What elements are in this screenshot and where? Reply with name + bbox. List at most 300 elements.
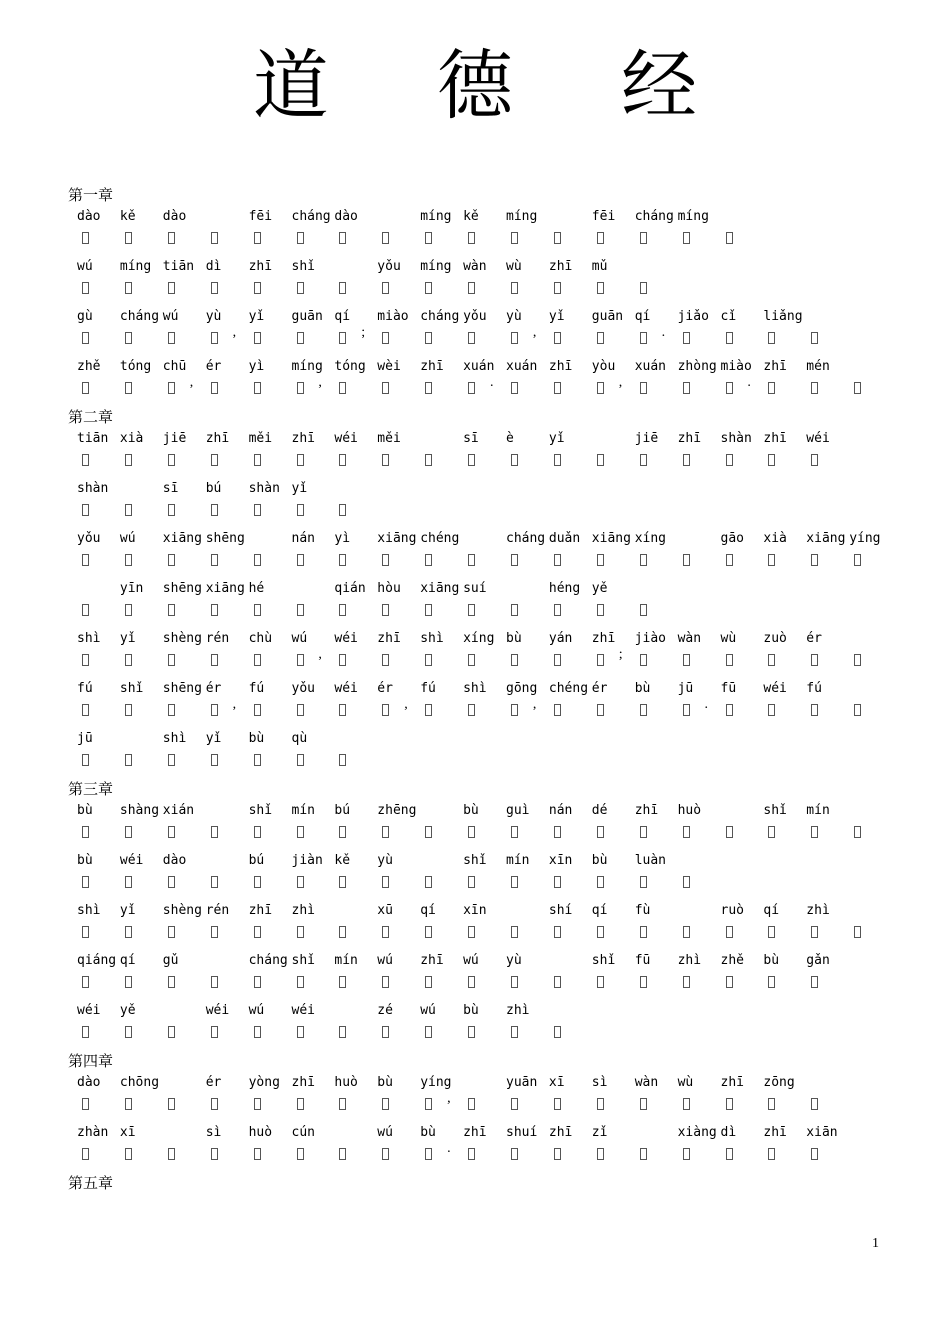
missing-glyph-box: [339, 382, 346, 394]
pinyin-syllable: bù: [77, 803, 93, 818]
missing-glyph-box: [768, 554, 775, 566]
pinyin-syllable: yǐ: [119, 903, 136, 918]
pinyin-syllable: xuán: [463, 359, 495, 374]
missing-glyph-box: [811, 654, 818, 666]
pinyin-syllable: míng: [119, 259, 152, 274]
missing-glyph-box: [382, 1148, 389, 1160]
missing-glyph-box: [554, 926, 561, 938]
missing-glyph-box: [597, 604, 604, 616]
missing-glyph-box: [811, 554, 818, 566]
missing-glyph-box: [468, 604, 475, 616]
missing-glyph-box: [425, 1098, 432, 1110]
pinyin-syllable: měi: [377, 431, 401, 446]
missing-glyph-box: [125, 604, 132, 616]
pinyin-syllable: jiē: [634, 431, 659, 446]
missing-glyph-box: [726, 654, 733, 666]
pinyin-syllable: sī: [162, 481, 179, 496]
missing-glyph-box: [339, 232, 346, 244]
missing-glyph-box: [511, 1026, 518, 1038]
missing-glyph-box: [339, 332, 346, 344]
missing-glyph-box: [511, 1148, 518, 1160]
missing-glyph-box: [811, 704, 818, 716]
pinyin-syllable: yǒu: [77, 531, 101, 546]
pinyin-syllable: zhī: [291, 1075, 315, 1090]
pinyin-syllable: zhī: [420, 359, 444, 374]
missing-glyph-box: [811, 382, 818, 394]
pinyin-syllable: liǎng: [763, 309, 803, 324]
missing-glyph-box: [297, 754, 304, 766]
pinyin-syllable: sì: [205, 1125, 222, 1140]
pinyin-syllable: kě: [463, 209, 479, 224]
missing-glyph-box: [511, 232, 518, 244]
pinyin-syllable: fú: [806, 681, 822, 696]
missing-glyph-box: [211, 826, 218, 838]
pinyin-syllable: zhī: [591, 631, 616, 646]
missing-glyph-box: [82, 976, 89, 988]
missing-glyph-box: [511, 926, 518, 938]
pinyin-syllable: mín: [334, 953, 358, 968]
missing-glyph-box: [339, 1098, 346, 1110]
missing-glyph-box: [425, 1026, 432, 1038]
pinyin-syllable: wéi: [119, 853, 144, 868]
pinyin-syllable: shì: [420, 631, 444, 646]
missing-glyph-box: [511, 876, 518, 888]
missing-glyph-box: [640, 282, 647, 294]
missing-glyph-box: [382, 704, 389, 716]
missing-glyph-box: [640, 382, 647, 394]
pinyin-syllable: ér: [205, 1075, 222, 1090]
punctuation-mark: ,: [318, 647, 322, 662]
missing-glyph-box: [425, 454, 432, 466]
missing-glyph-box: [683, 332, 690, 344]
missing-glyph-box: [468, 232, 475, 244]
pinyin-syllable: mén: [806, 359, 830, 374]
pinyin-syllable: yòu: [591, 359, 616, 374]
pinyin-syllable: yǒu: [291, 681, 315, 696]
missing-glyph-box: [597, 876, 604, 888]
missing-glyph-box: [168, 282, 175, 294]
missing-glyph-box: [297, 826, 304, 838]
pinyin-syllable: míng: [420, 209, 452, 224]
pinyin-syllable: fēi: [248, 209, 273, 224]
pinyin-syllable: zhī: [205, 431, 230, 446]
chapter-heading: 第一章: [68, 186, 114, 204]
missing-glyph-box: [339, 1148, 346, 1160]
pinyin-syllable: huò: [248, 1125, 273, 1140]
missing-glyph-box: [854, 554, 861, 566]
missing-glyph-box: [640, 654, 647, 666]
pinyin-syllable: tóng: [334, 359, 366, 374]
missing-glyph-box: [768, 654, 775, 666]
missing-glyph-box: [168, 454, 175, 466]
missing-glyph-box: [297, 976, 304, 988]
missing-glyph-box: [554, 454, 561, 466]
missing-glyph-box: [168, 382, 175, 394]
pinyin-syllable: shèng: [162, 631, 202, 646]
missing-glyph-box: [297, 382, 304, 394]
missing-glyph-box: [768, 704, 775, 716]
pinyin-syllable: míng: [420, 259, 452, 274]
pinyin-syllable: ér: [377, 681, 393, 696]
pinyin-syllable: yǐ: [548, 309, 565, 324]
pinyin-syllable: wú: [248, 1003, 265, 1018]
missing-glyph-box: [468, 876, 475, 888]
missing-glyph-box: [468, 1026, 475, 1038]
missing-glyph-box: [297, 704, 304, 716]
pinyin-syllable: qiáng: [77, 953, 117, 968]
pinyin-syllable: yuān: [506, 1075, 538, 1090]
missing-glyph-box: [554, 704, 561, 716]
pinyin-syllable: shì: [463, 681, 487, 696]
missing-glyph-box: [683, 1148, 690, 1160]
missing-glyph-box: [511, 654, 518, 666]
pinyin-syllable: cháng: [119, 309, 160, 324]
pinyin-syllable: zhī: [420, 953, 444, 968]
missing-glyph-box: [511, 454, 518, 466]
missing-glyph-box: [168, 876, 175, 888]
pinyin-syllable: yīn: [119, 581, 144, 596]
pinyin-syllable: mín: [506, 853, 530, 868]
pinyin-syllable: xuán: [506, 359, 538, 374]
pinyin-syllable: xiān: [806, 1125, 838, 1140]
pinyin-syllable: tiān: [162, 259, 195, 274]
missing-glyph-box: [382, 826, 389, 838]
pinyin-syllable: chù: [248, 631, 273, 646]
pinyin-syllable: ruò: [720, 903, 744, 918]
missing-glyph-box: [425, 232, 432, 244]
missing-glyph-box: [82, 754, 89, 766]
pinyin-syllable: cún: [291, 1125, 315, 1140]
missing-glyph-box: [125, 976, 132, 988]
missing-glyph-box: [339, 976, 346, 988]
missing-glyph-box: [339, 704, 346, 716]
missing-glyph-box: [211, 604, 218, 616]
pinyin-syllable: wéi: [763, 681, 787, 696]
pinyin-syllable: shàn: [77, 481, 109, 496]
pinyin-syllable: dì: [720, 1125, 737, 1140]
missing-glyph-box: [339, 754, 346, 766]
missing-glyph-box: [254, 1148, 261, 1160]
pinyin-syllable: jū: [677, 681, 694, 696]
missing-glyph-box: [554, 604, 561, 616]
pinyin-syllable: cháng: [291, 209, 331, 224]
missing-glyph-box: [382, 976, 389, 988]
pinyin-syllable: qí: [334, 309, 351, 324]
missing-glyph-box: [683, 1098, 690, 1110]
pinyin-syllable: zhī: [548, 1125, 573, 1140]
missing-glyph-box: [125, 704, 132, 716]
pinyin-syllable: xiāng: [205, 581, 245, 596]
pinyin-syllable: xū: [377, 903, 393, 918]
pinyin-syllable: cháng: [248, 953, 288, 968]
pinyin-syllable: wú: [77, 259, 93, 274]
pinyin-syllable: fù: [634, 903, 651, 918]
pinyin-syllable: duǎn: [548, 531, 581, 546]
pinyin-syllable: míng: [291, 359, 323, 374]
pinyin-syllable: yù: [377, 853, 393, 868]
pinyin-syllable: yǒu: [377, 259, 401, 274]
pinyin-syllable: zōng: [763, 1075, 795, 1090]
pinyin-syllable: cháng: [634, 209, 674, 224]
missing-glyph-box: [211, 554, 218, 566]
missing-glyph-box: [468, 554, 475, 566]
missing-glyph-box: [640, 332, 647, 344]
pinyin-syllable: dào: [77, 209, 101, 224]
missing-glyph-box: [726, 826, 733, 838]
missing-glyph-box: [768, 926, 775, 938]
missing-glyph-box: [726, 332, 733, 344]
missing-glyph-box: [254, 454, 261, 466]
missing-glyph-box: [254, 976, 261, 988]
pinyin-syllable: kě: [334, 853, 351, 868]
missing-glyph-box: [854, 704, 861, 716]
missing-glyph-box: [511, 704, 518, 716]
missing-glyph-box: [254, 1098, 261, 1110]
punctuation-mark: ,: [232, 325, 237, 340]
missing-glyph-box: [683, 382, 690, 394]
missing-glyph-box: [468, 826, 475, 838]
missing-glyph-box: [726, 1148, 733, 1160]
pinyin-syllable: shì: [77, 631, 101, 646]
pinyin-syllable: yòng: [248, 1075, 280, 1090]
missing-glyph-box: [425, 1148, 432, 1160]
pinyin-syllable: zuò: [763, 631, 787, 646]
missing-glyph-box: [211, 504, 218, 516]
pinyin-syllable: bù: [634, 681, 651, 696]
pinyin-syllable: zǐ: [591, 1125, 608, 1140]
missing-glyph-box: [811, 1148, 818, 1160]
pinyin-syllable: zhī: [248, 903, 273, 918]
missing-glyph-box: [168, 554, 175, 566]
missing-glyph-box: [511, 826, 518, 838]
missing-glyph-box: [554, 1026, 561, 1038]
pinyin-syllable: fú: [248, 681, 265, 696]
pinyin-syllable: wéi: [334, 431, 358, 446]
punctuation-mark: .: [747, 375, 751, 390]
missing-glyph-box: [125, 332, 132, 344]
pinyin-syllable: wú: [162, 309, 179, 324]
missing-glyph-box: [168, 1098, 175, 1110]
pinyin-syllable: wéi: [806, 431, 830, 446]
missing-glyph-box: [297, 654, 304, 666]
pinyin-syllable: rén: [205, 903, 230, 918]
missing-glyph-box: [125, 654, 132, 666]
missing-glyph-box: [339, 654, 346, 666]
missing-glyph-box: [339, 826, 346, 838]
pinyin-syllable: shàn: [248, 481, 280, 496]
pinyin-syllable: zhī: [763, 431, 787, 446]
missing-glyph-box: [382, 282, 389, 294]
missing-glyph-box: [554, 554, 561, 566]
missing-glyph-box: [297, 454, 304, 466]
missing-glyph-box: [254, 876, 261, 888]
pinyin-syllable: jū: [77, 731, 93, 746]
pinyin-syllable: shēng: [162, 581, 202, 596]
pinyin-syllable: bù: [463, 803, 479, 818]
missing-glyph-box: [168, 604, 175, 616]
missing-glyph-box: [554, 1098, 561, 1110]
missing-glyph-box: [125, 926, 132, 938]
punctuation-mark: ,: [532, 697, 537, 712]
missing-glyph-box: [597, 654, 604, 666]
missing-glyph-box: [168, 232, 175, 244]
pinyin-syllable: wú: [291, 631, 308, 646]
pinyin-syllable: xíng: [463, 631, 495, 646]
pinyin-syllable: zhī: [634, 803, 659, 818]
pinyin-syllable: chōng: [119, 1075, 160, 1090]
pinyin-syllable: guì: [506, 803, 530, 818]
pinyin-syllable: xià: [763, 531, 787, 546]
pinyin-syllable: yǐ: [291, 481, 308, 496]
pinyin-syllable: dì: [205, 259, 222, 274]
pinyin-syllable: xián: [162, 803, 195, 818]
pinyin-syllable: zhòng: [677, 359, 717, 374]
missing-glyph-box: [382, 332, 389, 344]
pinyin-syllable: suí: [463, 581, 487, 596]
missing-glyph-box: [168, 1026, 175, 1038]
pinyin-syllable: shǐ: [119, 681, 144, 696]
pinyin-syllable: fú: [420, 681, 436, 696]
missing-glyph-box: [640, 704, 647, 716]
pinyin-syllable: zhì: [677, 953, 702, 968]
missing-glyph-box: [168, 976, 175, 988]
missing-glyph-box: [297, 232, 304, 244]
pinyin-syllable: yù: [506, 309, 522, 324]
missing-glyph-box: [211, 704, 218, 716]
pinyin-syllable: chū: [162, 359, 187, 374]
missing-glyph-box: [254, 1026, 261, 1038]
missing-glyph-box: [683, 554, 690, 566]
pinyin-syllable: jiē: [162, 431, 187, 446]
missing-glyph-box: [425, 826, 432, 838]
missing-glyph-box: [554, 976, 561, 988]
pinyin-syllable: mǔ: [591, 259, 608, 274]
missing-glyph-box: [425, 332, 432, 344]
missing-glyph-box: [768, 1098, 775, 1110]
pinyin-syllable: qí: [763, 903, 780, 918]
pinyin-syllable: yǐ: [119, 631, 136, 646]
missing-glyph-box: [254, 232, 261, 244]
pinyin-syllable: xiàng: [677, 1125, 717, 1140]
missing-glyph-box: [511, 976, 518, 988]
missing-glyph-box: [554, 826, 561, 838]
pinyin-syllable: shǐ: [463, 853, 487, 868]
missing-glyph-box: [640, 876, 647, 888]
missing-glyph-box: [125, 876, 132, 888]
pinyin-syllable: yǐ: [548, 431, 565, 446]
missing-glyph-box: [597, 976, 604, 988]
missing-glyph-box: [425, 604, 432, 616]
missing-glyph-box: [726, 926, 733, 938]
pinyin-syllable: shǐ: [763, 803, 787, 818]
punctuation-mark: ,: [232, 697, 237, 712]
punctuation-mark: ,: [318, 375, 322, 390]
pinyin-syllable: shì: [162, 731, 187, 746]
missing-glyph-box: [811, 926, 818, 938]
pinyin-syllable: ér: [806, 631, 822, 646]
pinyin-syllable: mín: [291, 803, 315, 818]
missing-glyph-box: [554, 232, 561, 244]
document-title: 道 德 经: [252, 41, 740, 130]
pinyin-syllable: bù: [591, 853, 608, 868]
missing-glyph-box: [768, 382, 775, 394]
pinyin-syllable: zhī: [763, 359, 787, 374]
chapter-heading: 第三章: [68, 780, 114, 798]
missing-glyph-box: [468, 382, 475, 394]
pinyin-syllable: bù: [506, 631, 522, 646]
pinyin-syllable: bù: [248, 731, 265, 746]
missing-glyph-box: [854, 382, 861, 394]
missing-glyph-box: [254, 826, 261, 838]
pinyin-syllable: zé: [377, 1003, 393, 1018]
pinyin-syllable: shēng: [205, 531, 245, 546]
missing-glyph-box: [211, 232, 218, 244]
pinyin-syllable: míng: [506, 209, 538, 224]
missing-glyph-box: [382, 554, 389, 566]
missing-glyph-box: [382, 926, 389, 938]
pinyin-syllable: shì: [77, 903, 101, 918]
missing-glyph-box: [382, 454, 389, 466]
missing-glyph-box: [297, 926, 304, 938]
missing-glyph-box: [82, 332, 89, 344]
pinyin-syllable: wéi: [205, 1003, 230, 1018]
missing-glyph-box: [554, 332, 561, 344]
missing-glyph-box: [640, 1148, 647, 1160]
pinyin-syllable: yǒu: [463, 309, 487, 324]
pinyin-syllable: bù: [377, 1075, 393, 1090]
missing-glyph-box: [597, 332, 604, 344]
missing-glyph-box: [297, 876, 304, 888]
chapter-heading: 第二章: [68, 408, 114, 426]
missing-glyph-box: [297, 332, 304, 344]
missing-glyph-box: [554, 382, 561, 394]
pinyin-syllable: bù: [420, 1125, 436, 1140]
pinyin-syllable: rén: [205, 631, 230, 646]
missing-glyph-box: [425, 382, 432, 394]
missing-glyph-box: [82, 654, 89, 666]
pinyin-syllable: bù: [77, 853, 93, 868]
pinyin-syllable: shēng: [162, 681, 202, 696]
missing-glyph-box: [125, 754, 132, 766]
missing-glyph-box: [82, 604, 89, 616]
missing-glyph-box: [468, 454, 475, 466]
page-number: 1: [872, 1236, 879, 1251]
missing-glyph-box: [597, 826, 604, 838]
missing-glyph-box: [125, 232, 132, 244]
missing-glyph-box: [82, 1148, 89, 1160]
missing-glyph-box: [82, 232, 89, 244]
pinyin-syllable: zhàn: [77, 1125, 109, 1140]
missing-glyph-box: [211, 654, 218, 666]
pinyin-syllable: wàn: [677, 631, 702, 646]
pinyin-syllable: sì: [591, 1075, 608, 1090]
pinyin-syllable: fū: [720, 681, 737, 696]
pinyin-syllable: xíng: [634, 531, 666, 546]
missing-glyph-box: [511, 604, 518, 616]
pinyin-syllable: zhì: [506, 1003, 530, 1018]
pinyin-syllable: zhī: [548, 359, 573, 374]
missing-glyph-box: [339, 926, 346, 938]
pinyin-syllable: yù: [506, 953, 522, 968]
pinyin-syllable: měi: [248, 431, 273, 446]
pinyin-syllable: gù: [77, 309, 93, 324]
pinyin-syllable: shǐ: [291, 953, 315, 968]
missing-glyph-box: [511, 382, 518, 394]
pinyin-syllable: qí: [634, 309, 651, 324]
missing-glyph-box: [468, 976, 475, 988]
missing-glyph-box: [82, 704, 89, 716]
missing-glyph-box: [382, 232, 389, 244]
